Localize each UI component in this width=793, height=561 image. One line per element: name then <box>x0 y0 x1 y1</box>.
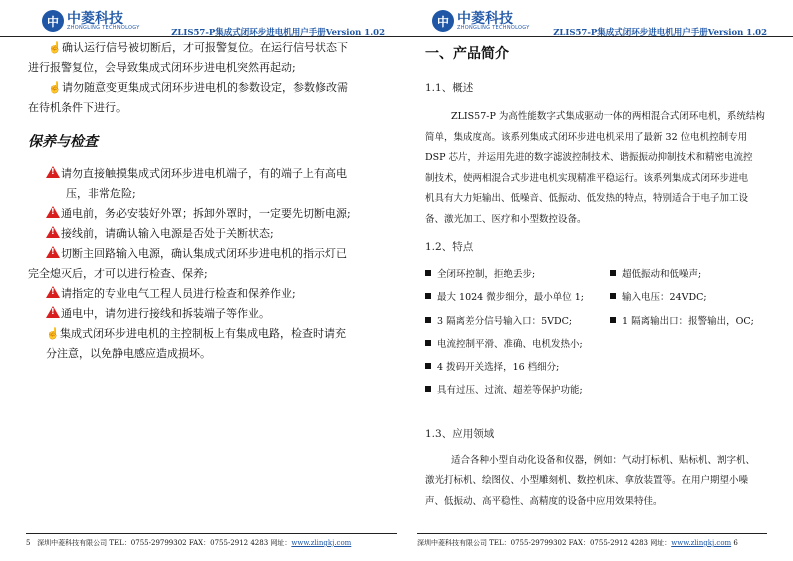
feature-row <box>425 379 775 402</box>
company-logo <box>42 10 140 32</box>
logo-mark-icon: 中 <box>432 10 454 32</box>
website-link[interactable]: www.zlingkj.com <box>671 539 732 547</box>
note-line: ☝请勿随意变更集成式闭环步进电机的参数设定，参数修改需 <box>28 78 373 98</box>
feature-list <box>425 263 775 403</box>
feature-item <box>610 310 775 333</box>
feature-item <box>425 333 610 356</box>
bullet-square-icon <box>610 270 616 276</box>
feature-item <box>425 263 610 286</box>
feature-row <box>425 333 775 356</box>
warning-item: !请指定的专业电气工程人员进行检查和保养作业; <box>28 284 373 304</box>
section-title-maintenance: 保养与检查 <box>28 134 98 150</box>
right-page <box>397 0 793 561</box>
feature-row <box>425 286 775 309</box>
bullet-square-icon <box>425 293 431 299</box>
warning-icon <box>46 306 60 318</box>
bullet-square-icon <box>425 363 431 369</box>
applications-paragraph: 适合各种小型自动化设备和仪器，例如：气动打标机、贴标机、割字机、 激光打标机、绘图仪、小型雕刻机、数控机床、拿放装置等。在用户期望小噪 声、低振动、高平稳性、高精度的设备中应用效果特佳。 <box>425 454 756 507</box>
section-title-overview: 1.1、概述 <box>425 82 474 94</box>
feature-item <box>425 286 610 309</box>
feature-text: 输入电压：24VDC; <box>622 292 707 304</box>
hand-pointer-icon: ☝ <box>48 41 62 54</box>
bullet-square-icon <box>425 340 431 346</box>
section-title-applications: 1.3、应用领域 <box>425 427 495 440</box>
left-footer <box>26 533 397 548</box>
note-line: 进行报警复位，会导致集成式闭环步进电机突然再起动; <box>28 61 296 74</box>
feature-item <box>425 379 610 402</box>
bullet-square-icon <box>610 317 616 323</box>
footer-text: 深圳中菱科技有限公司 TEL：0755-29799302 FAX：0755-2912 4283 网址： <box>37 539 292 547</box>
feature-item <box>610 263 775 286</box>
feature-row <box>425 263 775 286</box>
note-line-cont: 分注意，以免静电感应造成损坏。 <box>46 347 211 360</box>
warning-icon <box>46 246 60 258</box>
section-title-features: 1.2、特点 <box>425 241 474 253</box>
bullet-square-icon <box>425 386 431 392</box>
feature-item <box>610 333 775 356</box>
note-line: ☝集成式闭环步进电机的主控制板上有集成电路，检查时请充 <box>28 324 373 344</box>
feature-item <box>610 379 775 402</box>
company-logo <box>432 10 530 32</box>
warning-item-cont: 完全熄灭后，才可以进行检查、保养; <box>28 267 208 280</box>
right-footer <box>417 533 767 548</box>
feature-text: 1 隔离输出口：报警输出，OC; <box>622 315 754 327</box>
logo-name: 中菱科技 <box>67 10 123 27</box>
hand-pointer-icon: ☝ <box>46 327 60 340</box>
warning-item: !通电前，务必安装好外罩；拆卸外罩时，一定要先切断电源; <box>28 204 373 224</box>
feature-text: 4 拨码开关选择，16 档细分; <box>437 362 560 374</box>
warning-icon <box>46 286 60 298</box>
overview-paragraph: ZLIS57-P 为高性能数字式集成驱动一体的两相混合式闭环电机，系统结构 简单，集成度高。该系列集成式闭环步进电机采用了最新 32 位电机控制专用 DSP 芯片，并运用先进的数字滤波控制技术、谐振振动抑制技术和精密电流控 制技术，使两相混合式步进电机实现精准平稳运行。该系列集成式闭环步进电 机具有大力矩输出、低噪音、低振动、低发热的特点，特别适合于电子加工设 备、激光加工、医疗和小型数控设备。 <box>425 111 765 225</box>
website-link[interactable]: www.zlingkj.com <box>291 539 352 547</box>
bullet-square-icon <box>610 293 616 299</box>
warning-item-cont: 压，非常危险; <box>66 187 136 200</box>
logo-subtitle: ZHONGLING TECHNOLOGY <box>67 24 140 31</box>
feature-text: 3 隔离差分信号输入口：5VDC; <box>437 315 573 327</box>
manual-title: ZLIS57-P集成式闭环步进电机用户手册Version 1.02 <box>553 28 767 38</box>
chapter-title: 一、产品简介 <box>425 46 509 62</box>
feature-item <box>425 310 610 333</box>
logo-subtitle: ZHONGLING TECHNOLOGY <box>457 24 530 31</box>
logo-name: 中菱科技 <box>457 10 513 27</box>
manual-title: ZLIS57-P集成式闭环步进电机用户手册Version 1.02 <box>171 28 385 38</box>
note-line: ☝确认运行信号被切断后，才可报警复位。在运行信号状态下 <box>28 38 373 58</box>
feature-row <box>425 356 775 379</box>
feature-item <box>425 356 610 379</box>
feature-text: 最大 1024 微步细分，最小单位 1; <box>437 292 584 304</box>
feature-text: 全闭环控制，拒绝丢步; <box>437 269 536 280</box>
warning-item: !通电中，请勿进行接线和拆装端子等作业。 <box>28 304 373 324</box>
feature-text: 超低振动和低噪声; <box>622 269 702 280</box>
feature-item <box>610 286 775 309</box>
logo-mark-icon: 中 <box>42 10 64 32</box>
feature-row <box>425 310 775 333</box>
bullet-square-icon <box>425 317 431 323</box>
left-content <box>28 38 373 364</box>
right-header <box>397 8 793 37</box>
warning-icon <box>46 206 60 218</box>
page-number: 6 <box>733 539 738 547</box>
bullet-square-icon <box>425 270 431 276</box>
warning-item: !接线前，请确认输入电源是否处于关断状态; <box>28 224 373 244</box>
feature-text: 电流控制平滑、准确、电机发热小; <box>437 338 583 350</box>
feature-item <box>610 356 775 379</box>
right-content <box>425 42 775 512</box>
note-line: 在待机条件下进行。 <box>28 101 127 114</box>
hand-pointer-icon: ☝ <box>48 81 62 94</box>
footer-text: 深圳中菱科技有限公司 TEL：0755-29799302 FAX：0755-2912 4283 网址： <box>417 539 672 547</box>
warning-icon <box>46 226 60 238</box>
left-header <box>0 8 397 37</box>
feature-text: 具有过压、过流、超差等保护功能; <box>437 385 583 397</box>
warning-item: !切断主回路输入电源，确认集成式闭环步进电机的指示灯已 <box>28 244 373 264</box>
warning-item: !请勿直接触摸集成式闭环步进电机端子，有的端子上有高电 <box>28 164 373 184</box>
warning-icon <box>46 166 60 178</box>
page-number: 5 <box>26 539 31 547</box>
